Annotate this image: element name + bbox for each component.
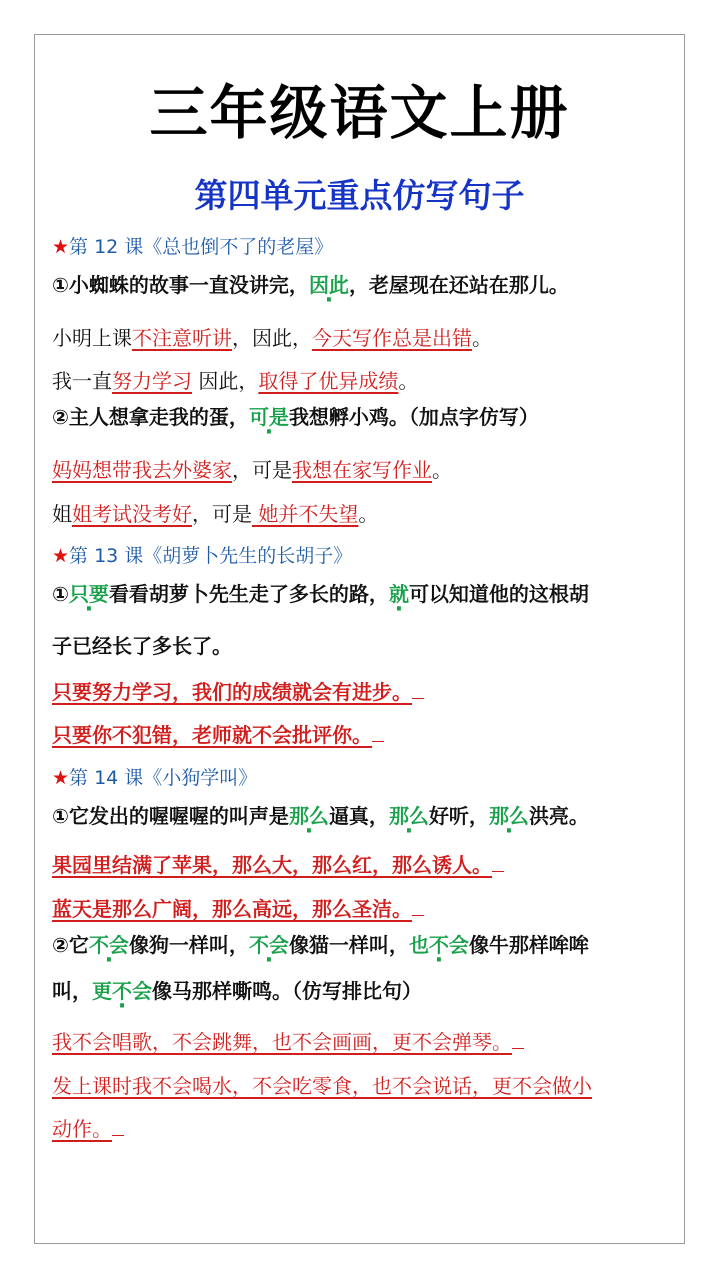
lesson-14-example-4-cont bbox=[52, 1114, 124, 1144]
lesson-14-heading bbox=[52, 763, 257, 793]
sentence-text: 洪亮。 bbox=[528, 804, 589, 828]
star-icon: ★ bbox=[52, 767, 70, 789]
underlined-text: 姐考试没考好 bbox=[72, 502, 192, 526]
keyword-text: 更不会 bbox=[92, 979, 152, 1003]
underlined-text: 取得了优异成绩 bbox=[258, 369, 399, 393]
underline-extension bbox=[372, 740, 384, 742]
underlined-text: 动作。 bbox=[52, 1117, 112, 1141]
keyword bbox=[289, 804, 329, 828]
example-text: 小明上课 bbox=[52, 326, 132, 350]
keyword-text: 因此 bbox=[308, 273, 349, 297]
sentence-text: 好听， bbox=[428, 804, 489, 828]
lesson-title: 第 12 课《总也倒不了的老屋》 bbox=[69, 236, 334, 258]
sentence-text: 逼真， bbox=[328, 804, 389, 828]
underlined-text: 只要努力学习，我们的成绩就会有进步。 bbox=[52, 680, 412, 704]
underlined-text: 我想在家写作业 bbox=[292, 458, 432, 482]
underline-extension bbox=[492, 870, 504, 872]
lesson-title: 第 14 课《小狗学叫》 bbox=[69, 767, 258, 789]
underlined-text: 我不会唱歌，不会跳舞，也不会画画，更不会弹琴。 bbox=[52, 1030, 512, 1054]
lesson-12-sentence-1 bbox=[52, 270, 569, 300]
keyword-text: 那么 bbox=[288, 804, 329, 828]
lesson-14-example-2 bbox=[52, 894, 424, 924]
underline-extension bbox=[112, 1134, 124, 1136]
sentence-text: 我想孵小鸡。（加点字仿写） bbox=[288, 405, 539, 429]
example-text: 因此， bbox=[192, 369, 259, 393]
lesson-13-example-2 bbox=[52, 720, 384, 750]
example-text: ，因此， bbox=[232, 326, 312, 350]
lesson-14-example-1 bbox=[52, 850, 504, 880]
lesson-12-example-3 bbox=[52, 455, 452, 485]
keyword bbox=[389, 804, 429, 828]
sentence-text: ① bbox=[52, 582, 69, 606]
underline-extension bbox=[412, 697, 424, 699]
underline-extension bbox=[412, 914, 424, 916]
star-icon: ★ bbox=[52, 236, 70, 258]
lesson-14-example-4 bbox=[52, 1071, 592, 1101]
underlined-text: 她并不失望 bbox=[252, 502, 359, 526]
underlined-text: 努力学习 bbox=[112, 369, 192, 393]
lesson-14-example-3 bbox=[52, 1027, 524, 1057]
example-text: 。 bbox=[432, 458, 452, 482]
keyword bbox=[409, 933, 469, 957]
sentence-text: 看看胡萝卜先生走了多长的路， bbox=[108, 582, 389, 606]
keyword bbox=[249, 933, 289, 957]
lesson-12-heading bbox=[52, 232, 333, 262]
sentence-text: ②它 bbox=[52, 933, 89, 957]
keyword bbox=[89, 933, 129, 957]
underlined-text: 不注意听讲 bbox=[132, 326, 232, 350]
sentence-text: ①它发出的喔喔喔的叫声是 bbox=[52, 804, 289, 828]
underlined-text: 妈妈想带我去外婆家 bbox=[52, 458, 232, 482]
keyword-text: 不会 bbox=[248, 933, 289, 957]
underline-extension bbox=[512, 1047, 524, 1049]
sentence-text: ，老屋现在还站在那儿。 bbox=[348, 273, 569, 297]
example-text: 。 bbox=[398, 369, 419, 393]
keyword-text: 只要 bbox=[68, 582, 109, 606]
keyword bbox=[249, 405, 289, 429]
keyword bbox=[309, 270, 349, 300]
keyword-text: 也不会 bbox=[408, 933, 469, 957]
lesson-13-example-1 bbox=[52, 677, 424, 707]
lesson-14-sentence-1 bbox=[52, 801, 589, 831]
keyword bbox=[489, 804, 529, 828]
sentence-text: 叫， bbox=[52, 979, 92, 1003]
underlined-text: 只要你不犯错，老师就不会批评你。 bbox=[52, 723, 372, 747]
keyword-text: 就 bbox=[388, 582, 409, 606]
example-text: 我一直 bbox=[52, 369, 112, 393]
sentence-text: 像狗一样叫， bbox=[128, 933, 249, 957]
lesson-14-sentence-2 bbox=[52, 930, 589, 960]
lesson-13-sentence-1 bbox=[52, 579, 589, 609]
sentence-text: 可以知道他的这根胡 bbox=[408, 582, 589, 606]
lesson-13-heading bbox=[52, 541, 352, 571]
page-subtitle: 第四单元重点仿写句子 bbox=[194, 176, 525, 215]
keyword-text: 那么 bbox=[488, 804, 529, 828]
example-text: ，可是 bbox=[192, 502, 252, 526]
sentence-text: 像牛那样哞哞 bbox=[468, 933, 589, 957]
lesson-12-example-2 bbox=[52, 366, 418, 396]
lesson-14-sentence-2-cont bbox=[52, 976, 422, 1006]
lesson-12-example-4 bbox=[52, 499, 378, 529]
keyword bbox=[69, 582, 109, 606]
underlined-text: 果园里结满了苹果，那么大，那么红，那么诱人。 bbox=[52, 853, 492, 877]
example-text: 。 bbox=[358, 502, 379, 526]
sentence-text: 像马那样嘶鸣。（仿写排比句） bbox=[152, 979, 422, 1003]
lesson-13-sentence-1-cont: 子已经长了多长了。 bbox=[52, 634, 232, 658]
keyword-text: 可是 bbox=[248, 405, 289, 429]
keyword-text: 那么 bbox=[388, 804, 429, 828]
underlined-text: 发上课时我不会喝水，不会吃零食，也不会说话，更不会做小 bbox=[52, 1074, 592, 1098]
example-text: 。 bbox=[472, 326, 492, 350]
sentence-text: ②主人想拿走我的蛋， bbox=[52, 405, 249, 429]
lesson-12-example-1 bbox=[52, 323, 492, 353]
sentence-text: ①小蜘蛛的故事一直没讲完， bbox=[52, 273, 309, 297]
underlined-text: 今天写作总是出错 bbox=[312, 326, 472, 350]
example-text: 姐 bbox=[52, 502, 72, 526]
star-icon: ★ bbox=[52, 545, 70, 567]
underlined-text: 蓝天是那么广阔，那么高远，那么圣洁。 bbox=[52, 897, 412, 921]
keyword-text: 不会 bbox=[88, 933, 129, 957]
page-title: 三年级语文上册 bbox=[149, 79, 570, 147]
example-text: ，可是 bbox=[232, 458, 292, 482]
lesson-12-sentence-2 bbox=[52, 402, 539, 432]
keyword bbox=[389, 582, 409, 606]
lesson-title: 第 13 课《胡萝卜先生的长胡子》 bbox=[69, 545, 353, 567]
keyword bbox=[92, 979, 152, 1003]
sentence-text: 像猫一样叫， bbox=[288, 933, 409, 957]
